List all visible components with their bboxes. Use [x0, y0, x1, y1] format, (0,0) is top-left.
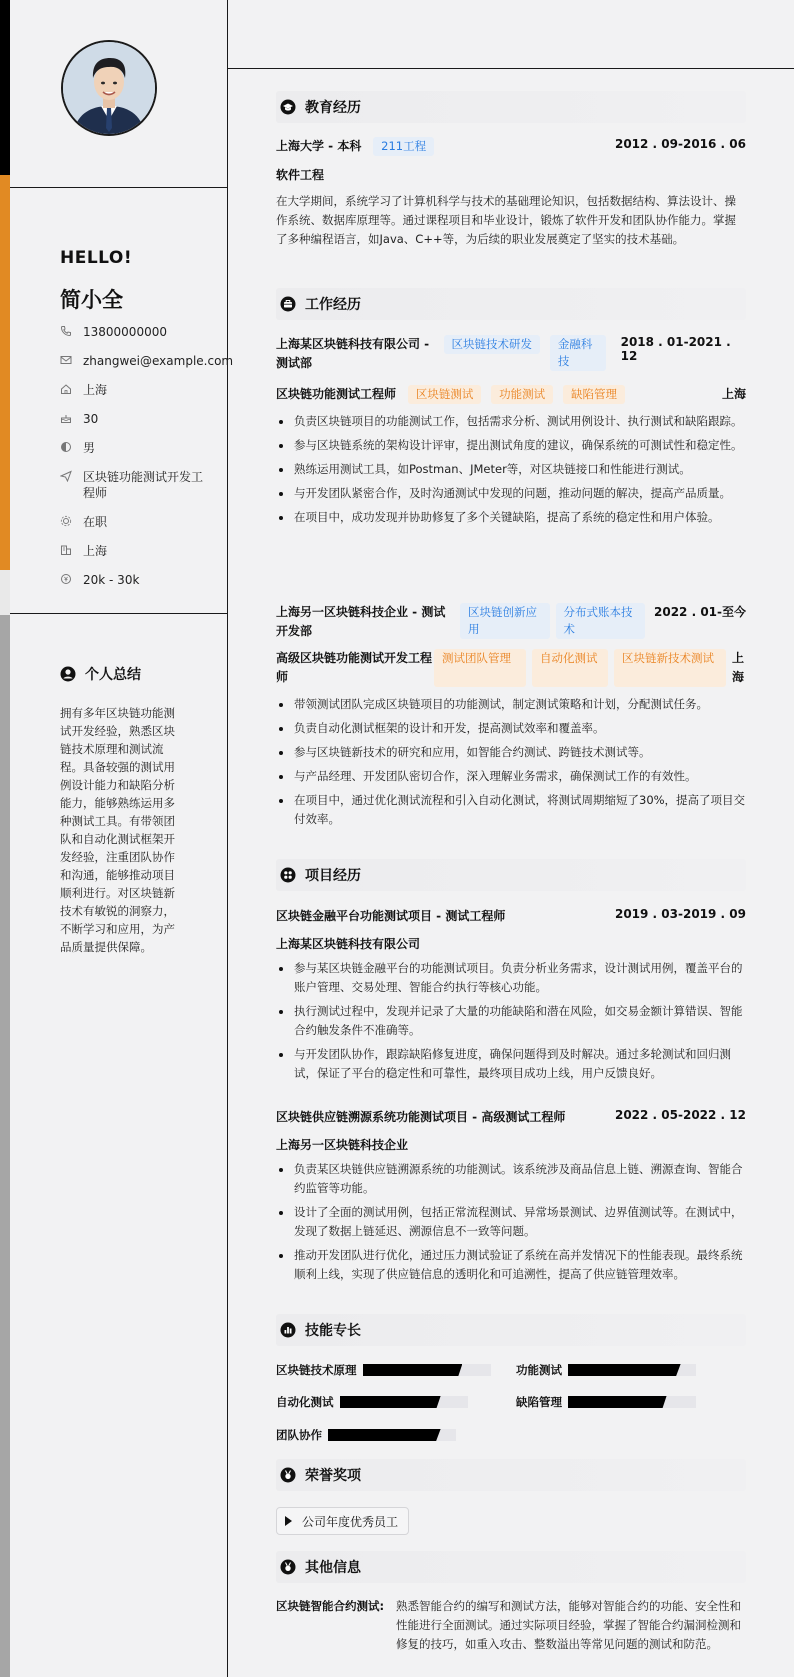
job-1-bullet: 与开发团队紧密合作，及时沟通测试中发现的问题，推动问题的解决，提高产品质量。	[276, 484, 746, 503]
job-2-city: 上海	[732, 651, 745, 684]
other-info-value: 熟悉智能合约的编写和测试方法，能够对智能合约的功能、安全性和性能进行全面测试。通过实际项目经验，掌握了智能合约漏洞检测和修复的技巧，如重入攻击、整数溢出等常见问题的测试和防范。	[396, 1599, 741, 1651]
project-1	[276, 907, 746, 1088]
contact-phone-value: 13800000000	[83, 325, 167, 339]
skills-section-header	[276, 1314, 746, 1346]
project-2-bullets	[276, 1160, 746, 1284]
home-icon	[60, 383, 74, 397]
job-1-period: 2018 . 01-2021 . 12	[620, 335, 731, 363]
contact-gender	[60, 440, 230, 456]
project-2-bullet: 设计了全面的测试用例，包括正常流程测试、异常场景测试、边界值测试等。在测试中，发现了数据上链延迟、溯源信息不一致等问题。	[276, 1203, 746, 1241]
cake-icon	[60, 412, 74, 426]
job-1-bullet: 在项目中，成功发现并协助修复了多个关键缺陷，提高了系统的稳定性和用户体验。	[276, 508, 746, 527]
skill-bar-fill	[568, 1396, 667, 1408]
job-2	[276, 603, 746, 834]
education-major: 软件工程	[276, 168, 325, 182]
avatar	[61, 40, 157, 136]
other-title: 其他信息	[305, 1560, 361, 1576]
skill-item	[276, 1427, 456, 1443]
job-1-position: 区块链功能测试工程师	[276, 387, 397, 401]
contact-location-value: 上海	[83, 383, 108, 397]
skill-bar-fill	[328, 1429, 441, 1441]
job-2-position: 高级区块链功能测试开发工程师	[276, 651, 433, 684]
award-label: 公司年度优秀员工	[302, 1514, 399, 1529]
job-1-bullet: 参与区块链系统的架构设计评审，提出测试角度的建议，确保系统的可测试性和稳定性。	[276, 436, 746, 455]
skill-item	[276, 1362, 491, 1378]
skill-name: 功能测试	[516, 1363, 562, 1377]
bar-chart-icon	[280, 1322, 296, 1338]
contact-location	[60, 382, 230, 398]
project-2-period: 2022 . 05-2022 . 12	[614, 1108, 746, 1122]
job-2-tag-2: 分布式账本技术	[556, 603, 646, 639]
job-1-skill-1: 区块链测试	[408, 385, 482, 404]
education-school: 上海大学 - 本科	[276, 139, 362, 153]
full-name: 简小全	[60, 288, 123, 312]
skill-bar	[363, 1364, 491, 1376]
education-section-header	[276, 91, 746, 123]
project-2-bullet: 负责某区块链供应链溯源系统的功能测试。该系统涉及商品信息上链、溯源查询、智能合约监管等功能。	[276, 1160, 746, 1198]
contact-job-title	[60, 469, 230, 501]
education-header-row	[276, 137, 746, 156]
education-tag: 211工程	[373, 137, 434, 156]
education-period: 2012 . 09-2016 . 06	[614, 137, 746, 151]
medal-icon	[280, 1559, 296, 1575]
project-1-bullets	[276, 959, 746, 1083]
education-title: 教育经历	[305, 100, 361, 116]
job-2-position-row	[276, 649, 746, 687]
projects-title: 项目经历	[305, 868, 361, 884]
contact-email-value: zhangwei@example.com	[83, 354, 234, 368]
user-circle-icon	[60, 666, 76, 682]
job-2-skill-2: 自动化测试	[532, 649, 608, 687]
contact-status-value: 在职	[83, 515, 108, 529]
project-1-name: 区块链金融平台功能测试项目 - 测试工程师	[276, 909, 506, 923]
main-top-divider	[228, 68, 794, 69]
strip-orange-segment	[0, 175, 10, 570]
education-description: 在大学期间，系统学习了计算机科学与技术的基础理论知识，包括数据结构、算法设计、操作系统、数据库原理等。通过课程项目和毕业设计，锻炼了软件开发和团队协作能力。掌握了多种编程语言，如Java、C++等，为后续的职业发展奠定了坚实的技术基础。	[276, 194, 736, 246]
contact-status	[60, 514, 230, 530]
job-2-company: 上海另一区块链科技企业 - 测试开发部	[276, 605, 446, 638]
project-1-bullet: 执行测试过程中，发现并记录了大量的功能缺陷和潜在风险，如交易金额计算错误、智能合约触发条件不准确等。	[276, 1002, 746, 1040]
projects-section-header	[276, 859, 746, 891]
project-1-bullet: 与开发团队协作，跟踪缺陷修复进度，确保问题得到及时解决。通过多轮测试和回归测试，保证了平台的稳定性和可靠性，最终项目成功上线，用户反馈良好。	[276, 1045, 746, 1083]
mail-icon	[60, 354, 74, 368]
building-icon	[60, 544, 74, 558]
job-1-bullets	[276, 412, 746, 527]
awards-section-header	[276, 1459, 746, 1491]
work-title: 工作经历	[305, 297, 361, 313]
project-1-period: 2019 . 03-2019 . 09	[614, 907, 746, 921]
grid-icon	[280, 867, 296, 883]
skill-bar	[568, 1396, 696, 1408]
summary-heading	[60, 664, 141, 684]
job-1-header	[276, 335, 746, 373]
skill-bar	[340, 1396, 468, 1408]
skill-bar	[568, 1364, 696, 1376]
contact-age	[60, 411, 230, 427]
strip-black-segment	[0, 0, 10, 175]
graduation-cap-icon	[280, 99, 296, 115]
other-section-header	[276, 1551, 746, 1583]
sidebar-divider-top	[10, 187, 227, 188]
sidebar-divider-bottom	[10, 613, 227, 614]
job-1-city: 上海	[721, 387, 746, 401]
project-1-header	[276, 907, 746, 924]
gender-icon	[60, 441, 74, 455]
skill-name: 自动化测试	[276, 1395, 334, 1409]
job-1-skill-3: 缺陷管理	[563, 385, 625, 404]
job-1-position-row	[276, 385, 746, 404]
job-1-skill-2: 功能测试	[491, 385, 553, 404]
briefcase-icon	[280, 296, 296, 312]
summary-title: 个人总结	[85, 667, 141, 683]
skills-title: 技能专长	[305, 1323, 361, 1339]
skill-name: 缺陷管理	[516, 1395, 562, 1409]
project-2-company: 上海另一区块链科技企业	[276, 1138, 409, 1152]
job-2-skill-1: 测试团队管理	[434, 649, 526, 687]
strip-light-segment	[0, 570, 10, 615]
project-2-bullet: 推动开发团队进行优化，通过压力测试验证了系统在高并发情况下的性能表现。最终系统顺利上线，实现了供应链信息的透明化和可追溯性，提高了供应链管理效率。	[276, 1246, 746, 1284]
contact-list	[60, 324, 234, 601]
project-1-company: 上海某区块链科技有限公司	[276, 937, 421, 951]
other-info-label: 区块链智能合约测试:	[276, 1599, 385, 1613]
skill-bar-fill	[340, 1396, 441, 1408]
medal-icon	[280, 1467, 296, 1483]
status-icon	[60, 515, 74, 529]
hello-heading: HELLO!	[60, 248, 133, 268]
skill-bar-fill	[568, 1364, 681, 1376]
job-2-skill-3: 区块链新技术测试	[614, 649, 726, 687]
contact-salary	[60, 572, 230, 588]
money-icon	[60, 573, 74, 587]
summary-text: 拥有多年区块链功能测试开发经验，熟悉区块链技术原理和测试流程。具备较强的测试用例设计能力和缺陷分析能力，能够熟练运用多种测试工具。有带领团队和自动化测试框架开发经验，注重团队协作和沟通，能够推动项目顺利进行。对区块链新技术有敏锐的洞察力，不断学习和应用，为产品质量提供保障。	[60, 706, 175, 954]
job-2-bullet: 参与区块链新技术的研究和应用，如智能合约测试、跨链技术测试等。	[276, 743, 746, 762]
awards-title: 荣誉奖项	[305, 1468, 361, 1484]
project-2-name: 区块链供应链溯源系统功能测试项目 - 高级测试工程师	[276, 1110, 566, 1124]
contact-gender-value: 男	[83, 441, 96, 455]
job-1-bullet: 负责区块链项目的功能测试工作，包括需求分析、测试用例设计、执行测试和缺陷跟踪。	[276, 412, 746, 431]
job-2-bullet: 在项目中，通过优化测试流程和引入自动化测试，将测试周期缩短了30%，提高了项目交付效率。	[276, 791, 746, 829]
skill-bar	[328, 1429, 456, 1441]
phone-icon	[60, 325, 74, 339]
project-2	[276, 1108, 746, 1289]
job-1-tag-2: 金融科技	[550, 335, 606, 371]
job-2-bullets	[276, 695, 746, 829]
skill-bar-fill	[363, 1364, 463, 1376]
contact-salary-value: 20k - 30k	[83, 573, 140, 587]
skill-name: 区块链技术原理	[276, 1363, 357, 1377]
work-section-header	[276, 288, 746, 320]
job-2-bullet: 负责自动化测试框架的设计和开发，提高测试效率和覆盖率。	[276, 719, 746, 738]
other-info-row	[276, 1597, 746, 1654]
skill-item	[516, 1362, 696, 1378]
play-icon	[285, 1516, 292, 1526]
job-2-header	[276, 603, 746, 641]
job-2-bullet: 带领测试团队完成区块链项目的功能测试，制定测试策略和计划，分配测试任务。	[276, 695, 746, 714]
contact-phone	[60, 324, 230, 340]
contact-job-title-value: 区块链功能测试开发工程师	[83, 470, 204, 500]
contact-city	[60, 543, 230, 559]
skill-item	[276, 1394, 468, 1410]
job-1-tag-1: 区块链技术研发	[444, 335, 541, 354]
job-2-period: 2022 . 01-至今	[654, 605, 746, 619]
sidebar	[10, 0, 234, 1677]
send-icon	[60, 470, 74, 484]
job-1-company: 上海某区块链科技有限公司 - 测试部	[276, 337, 430, 370]
skill-name: 团队协作	[276, 1428, 322, 1442]
skill-item	[516, 1394, 696, 1410]
job-2-bullet: 与产品经理、开发团队密切合作，深入理解业务需求，确保测试工作的有效性。	[276, 767, 746, 786]
contact-age-value: 30	[83, 412, 99, 426]
contact-email	[60, 353, 234, 369]
education-block	[276, 137, 746, 249]
job-1-bullet: 熟练运用测试工具，如Postman、JMeter等，对区块链接口和性能进行测试。	[276, 460, 746, 479]
award-item	[276, 1507, 409, 1535]
left-decor-strip	[0, 0, 10, 1677]
main-content	[228, 0, 794, 1677]
project-2-header	[276, 1108, 746, 1125]
job-1	[276, 335, 746, 532]
job-2-tag-1: 区块链创新应用	[460, 603, 550, 639]
project-1-bullet: 参与某区块链金融平台的功能测试项目。负责分析业务需求，设计测试用例，覆盖平台的账户管理、交易处理、智能合约执行等核心功能。	[276, 959, 746, 997]
avatar-portrait-icon	[63, 42, 155, 134]
contact-city-value: 上海	[83, 544, 108, 558]
